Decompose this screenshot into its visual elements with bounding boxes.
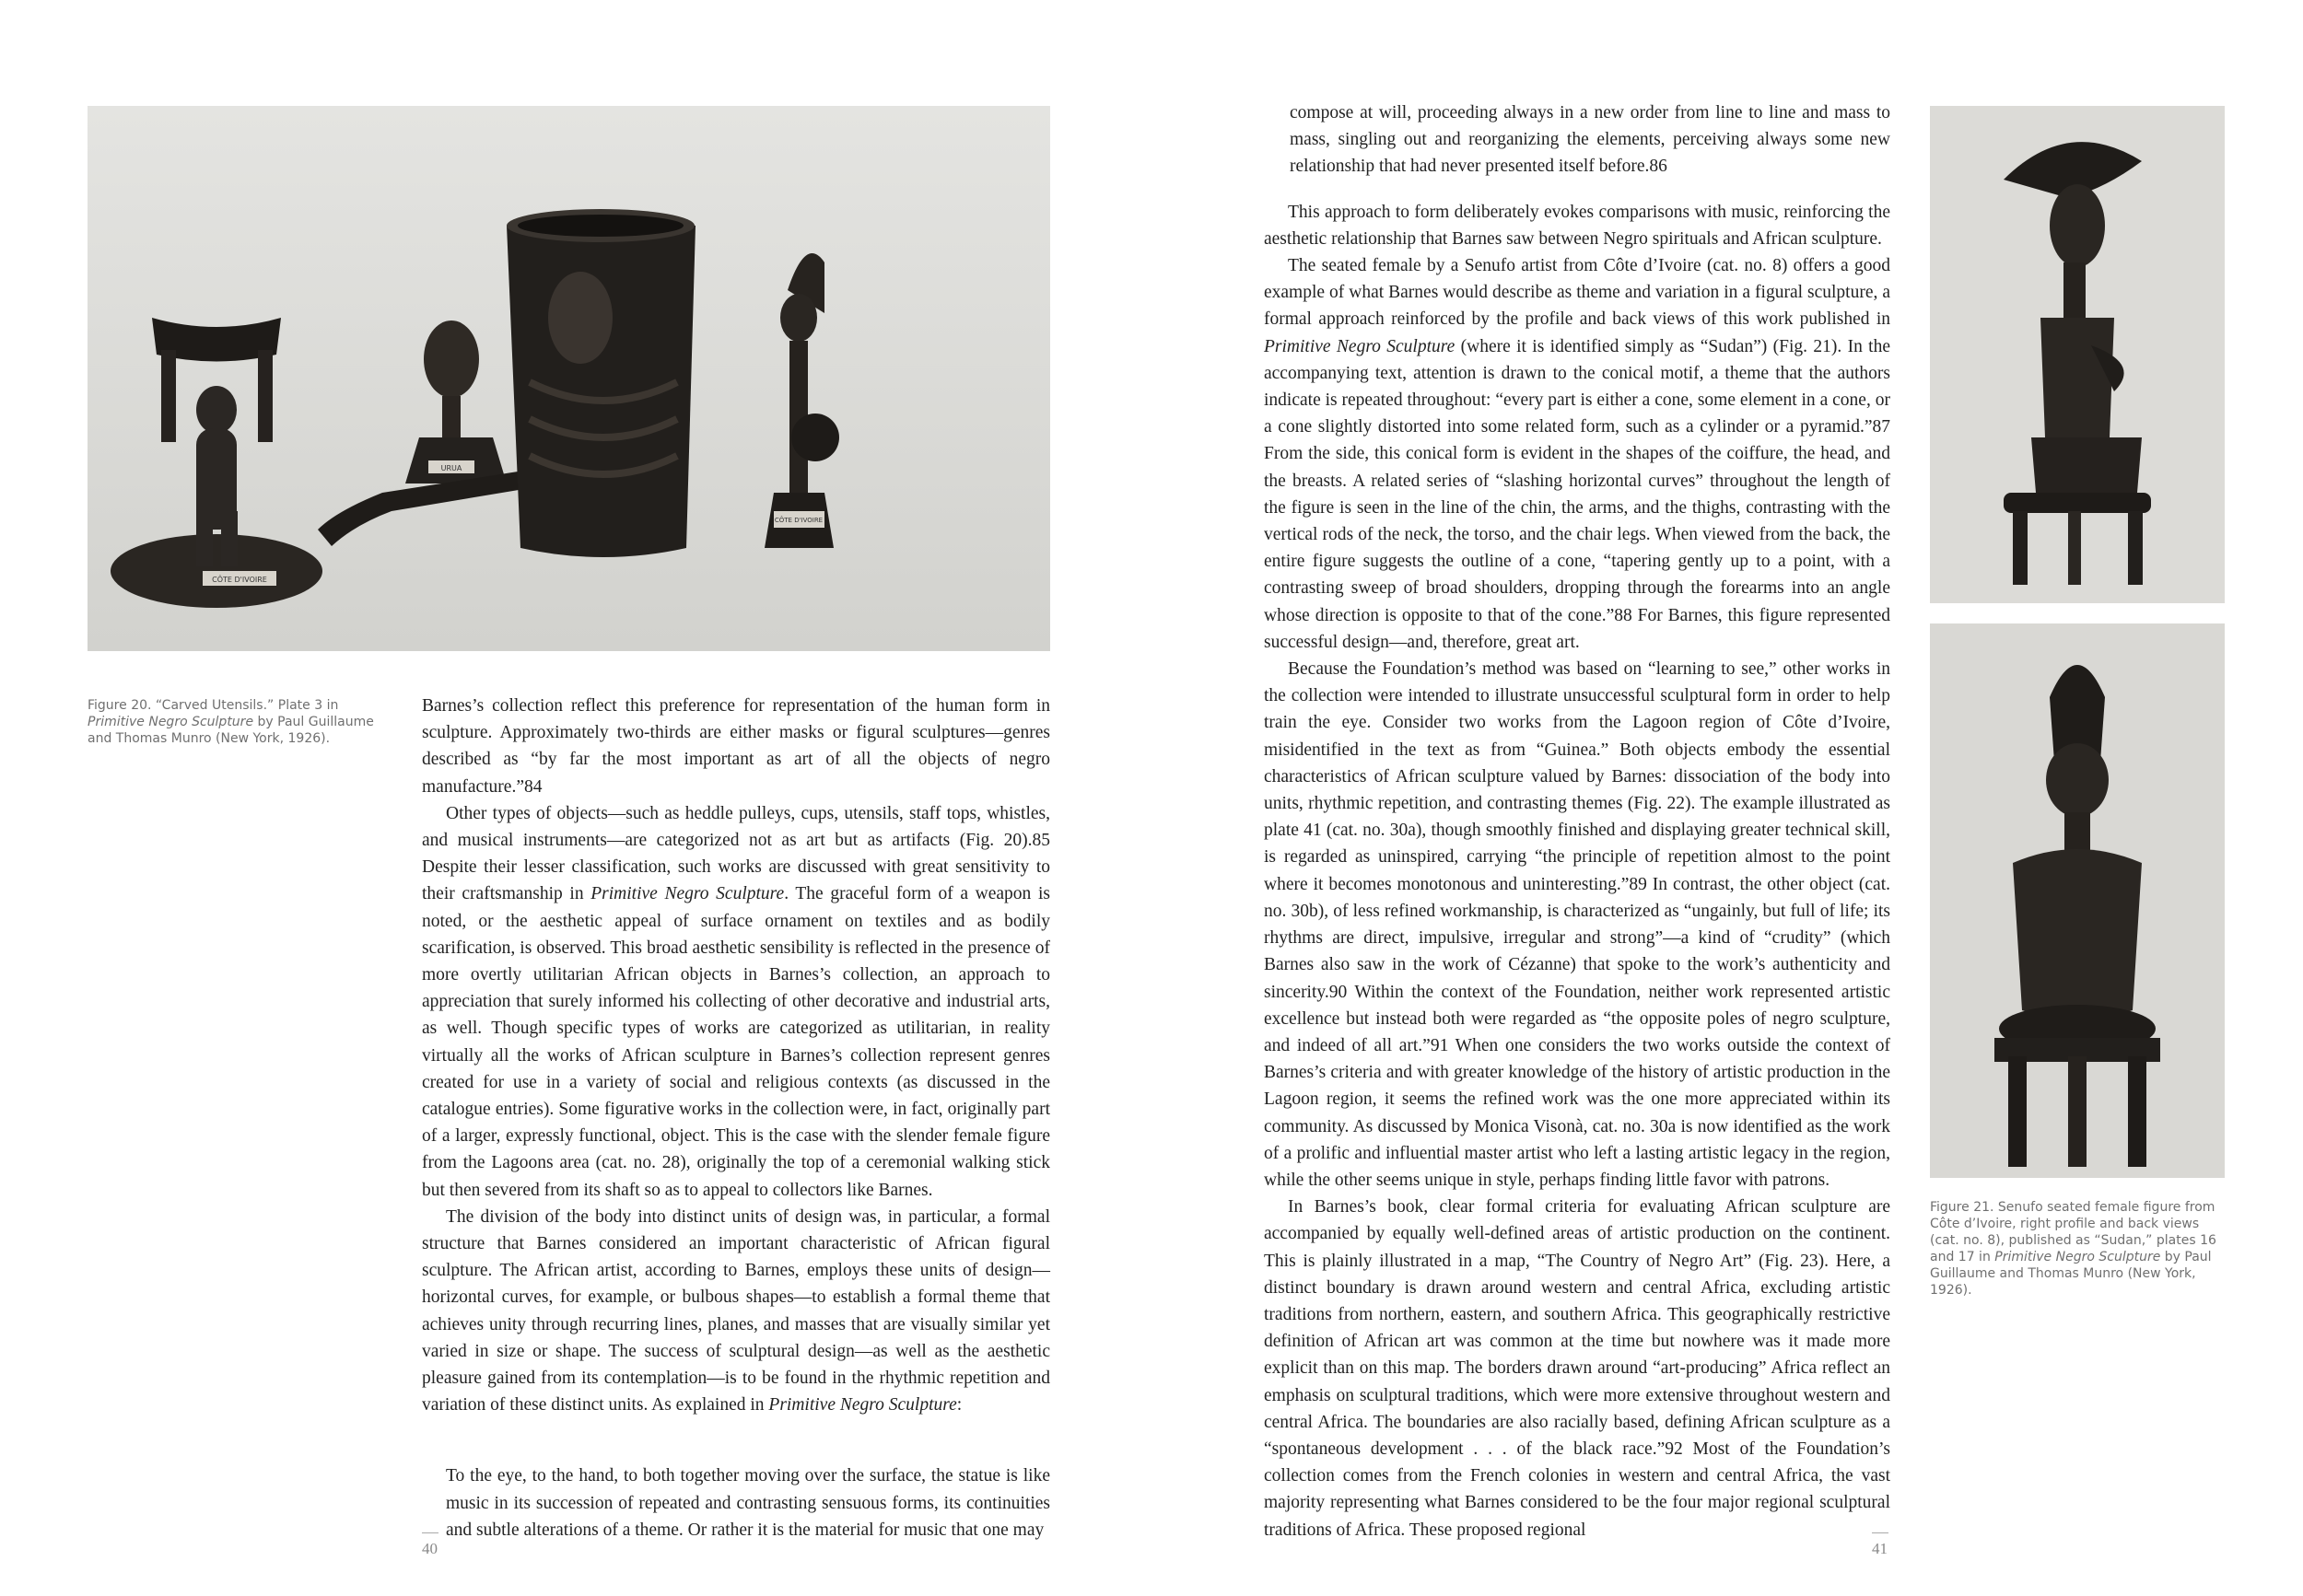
caption-rest: by Paul Guillaume and Thomas Munro (New York, 1926). [88, 715, 374, 746]
svg-text:URUA: URUA [440, 464, 462, 472]
paragraph: The seated female by a Senufo artist from Côte d’Ivoire (cat. no. 8) offers a good example of what Barnes would describe as theme and variation in a figural sculpture, a formal approach reinforced by the profile and back views of this work published in Primitive Negro Sculpture (where it is identified simply as “Sudan”) (Fig. 21). In the accompanying text, attention is drawn to the conical motif, a theme that the authors indicate is repeated throughout: “every part is either a cone, some element in a cone, or a cone slightly distorted into some related form, such as a cylinder or a pyramid.”87 From the side, this conical form is evident in the shapes of the coiffure, the head, and the breasts. A related series of “slashing horizontal curves” throughout the length of the figure is seen in the line of the chin, the arms, and the thighs, contrasting with the vertical rods of the neck, the torso, and the chair legs. When viewed from the back, the entire figure suggests the outline of a cone, “tapering gently up to a point, with a contrasting sweep of broad shoulders, dropping through the forearms into an angle whose direction is opposite to that of the cone.”88 For Barnes, this figure represented successful design—and, therefore, great art. [1264, 256, 1890, 652]
left-body-text [422, 693, 1050, 1544]
figure-21-caption [1930, 1199, 2225, 1299]
paragraph: The division of the body into distinct units of design was, in particular, a formal structure that Barnes considered an important characteristic of African figural sculpture. The African artist, according to Barnes, employs these units of design—horizontal curves, for example, or bulbous shapes—to establish a formal theme that achieves unity through recurring lines, planes, and masses that are visually similar yet varied in size or shape. The success of sculptural design—as well as the aesthetic pleasure gained from its contemplation—is to be found in the rhythmic repetition and variation of these distinct units. As explained in Primitive Negro Sculpture: [422, 1206, 1050, 1415]
page-number: 40 [422, 1540, 438, 1557]
right-page [1152, 0, 2303, 1596]
figure-21-back-photo [1930, 623, 2225, 1178]
paragraph: This approach to form deliberately evokes comparisons with music, reinforcing the aesthetic relationship that Barnes saw between Negro spirituals and African sculpture. [1264, 202, 1890, 249]
page-number: 41 [1872, 1540, 1888, 1557]
caption-rest: by Paul Guillaume and Thomas Munro (New York, 1926). [1930, 1250, 2212, 1298]
figure-20-caption [88, 697, 392, 747]
svg-text:CÔTE D'IVOIRE: CÔTE D'IVOIRE [774, 517, 824, 524]
paragraph: Barnes’s collection reflect this preference for representation of the human form in sculpture. Approximately two-thirds are either masks or figural sculptures—genres described as “by far the most important as art of all the objects of negro manufacture.”84 [422, 696, 1050, 797]
figure-21-profile-photo [1930, 106, 2225, 603]
block-quote-continued: compose at will, proceeding always in a new order from line to line and mass to mass, singling out and reorganizing the elements, perceiving always some new relationship that had never presented itself before.86 [1290, 103, 1890, 177]
book-title: Primitive Negro Sculpture [1264, 336, 1455, 356]
block-quote: To the eye, to the hand, to both together moving over the surface, the statue is like music in its succession of repeated and contrasting sensuous forms, its continuities and subtle alterations of a theme. Or rather it is the material for music that one may [446, 1466, 1050, 1540]
caption-label: Figure 21. Senufo seated female figure from Côte d’Ivoire, right profile and back views (cat. no. 8), published as “Sudan,” plates 16 and 17 in [1930, 1200, 2216, 1264]
svg-text:CÔTE D'IVOIRE: CÔTE D'IVOIRE [212, 576, 267, 584]
paragraph: Other types of objects—such as heddle pulleys, cups, utensils, staff tops, whistles, and musical instruments—are categorized not as art but as artifacts (Fig. 20).85 Despite their lesser classification, such works are discussed with great sensitivity to their craftsmanship in Primitive Negro Sculpture. The graceful form of a weapon is noted, or the aesthetic appeal of surface ornament on textiles and as bodily scarification, is observed. This broad aesthetic sensibility is reflected in the presence of more overtly utilitarian African objects in Barnes’s collection, an approach to appreciation that surely informed his collecting of other decorative and industrial arts, as well. Though specific types of works are categorized as utilitarian, in reality virtually all the works of African sculpture in Barnes’s collection represent genres created for use in a variety of social and religious contexts (as discussed in the catalogue entries). Some figurative works in the collection were, in fact, originally part of a larger, expressly functional, object. This is the case with the slender female figure from the Lagoons area (cat. no. 28), originally the top of a ceremonial walking stick but then severed from its shaft so as to appeal to collectors like Barnes. [422, 803, 1050, 1200]
caption-book-title: Primitive Negro Sculpture [88, 715, 254, 729]
book-title: Primitive Negro Sculpture [590, 884, 785, 904]
caption-label: Figure 20. “Carved Utensils.” Plate 3 in [88, 698, 339, 713]
book-title: Primitive Negro Sculpture [768, 1395, 957, 1415]
right-body-text [1264, 99, 1890, 1544]
paragraph: In Barnes’s book, clear formal criteria for evaluating African sculpture are accompanied by equally well-defined areas of artistic production on the continent. This is plainly illustrated in a map, “The Country of Negro Art” (Fig. 23). Here, a distinct boundary is drawn around western and central Africa, excluding artistic traditions from northern, eastern, and southern Africa. This geographically restrictive definition of African art was common at the time but nowhere was it made more explicit than on this map. The borders drawn around “art-producing” Africa reflect an emphasis on sculptural traditions, which were more extensive throughout western and central Africa. The boundaries are also racially based, defining African sculpture as a “spontaneous development . . . of the black race.”92 Most of the Foundation’s collection comes from the French colonies in western and central Africa, the vast majority representing what Barnes considered to be the four major regional sculptural traditions of Africa. These proposed regional [1264, 1197, 1890, 1540]
caption-book-title: Primitive Negro Sculpture [1994, 1250, 2161, 1264]
paragraph: Because the Foundation’s method was based on “learning to see,” other works in the collection were intended to illustrate unsuccessful sculptural form in order to help train the eye. Consider two works from the Lagoon region of Côte d’Ivoire, misidentified in the text as from “Guinea.” Both objects embody the essential characteristics of African sculpture valued by Barnes: dissociation of the body into units, rhythmic repetition, and contrasting themes (Fig. 22). The example illustrated as plate 41 (cat. no. 30a), though smoothly finished and displaying greater technical skill, is regarded as uninspired, carrying “the principle of repetition almost to the point where it becomes monotonous and uninteresting.”89 In contrast, the other object (cat. no. 30b), of less refined workmanship, is characterized as “ungainly, but full of life; its rhythms are direct, impulsive, irregular and strong”—a kind of “crudity” (which Barnes also saw in the work of Cézanne) that spoke to the work’s authenticity and sincerity.90 Within the context of the Foundation, neither work represented artistic excellence but instead both were regarded as “the opposite poles of negro sculpture, and indeed of all art.”91 When one considers the two works outside the context of Barnes’s criteria and with greater knowledge of the history of artistic production in the Lagoon region, it seems the refined work was the one more appreciated within its community. As discussed by Monica Visonà, cat. no. 30a is now identified as the work of a prolific and influential master artist who left a lasting artistic legacy in the region, while the other seems unique in style, perhaps finding little favor with patrons. [1264, 659, 1890, 1190]
figure-20-photo [88, 106, 1050, 651]
